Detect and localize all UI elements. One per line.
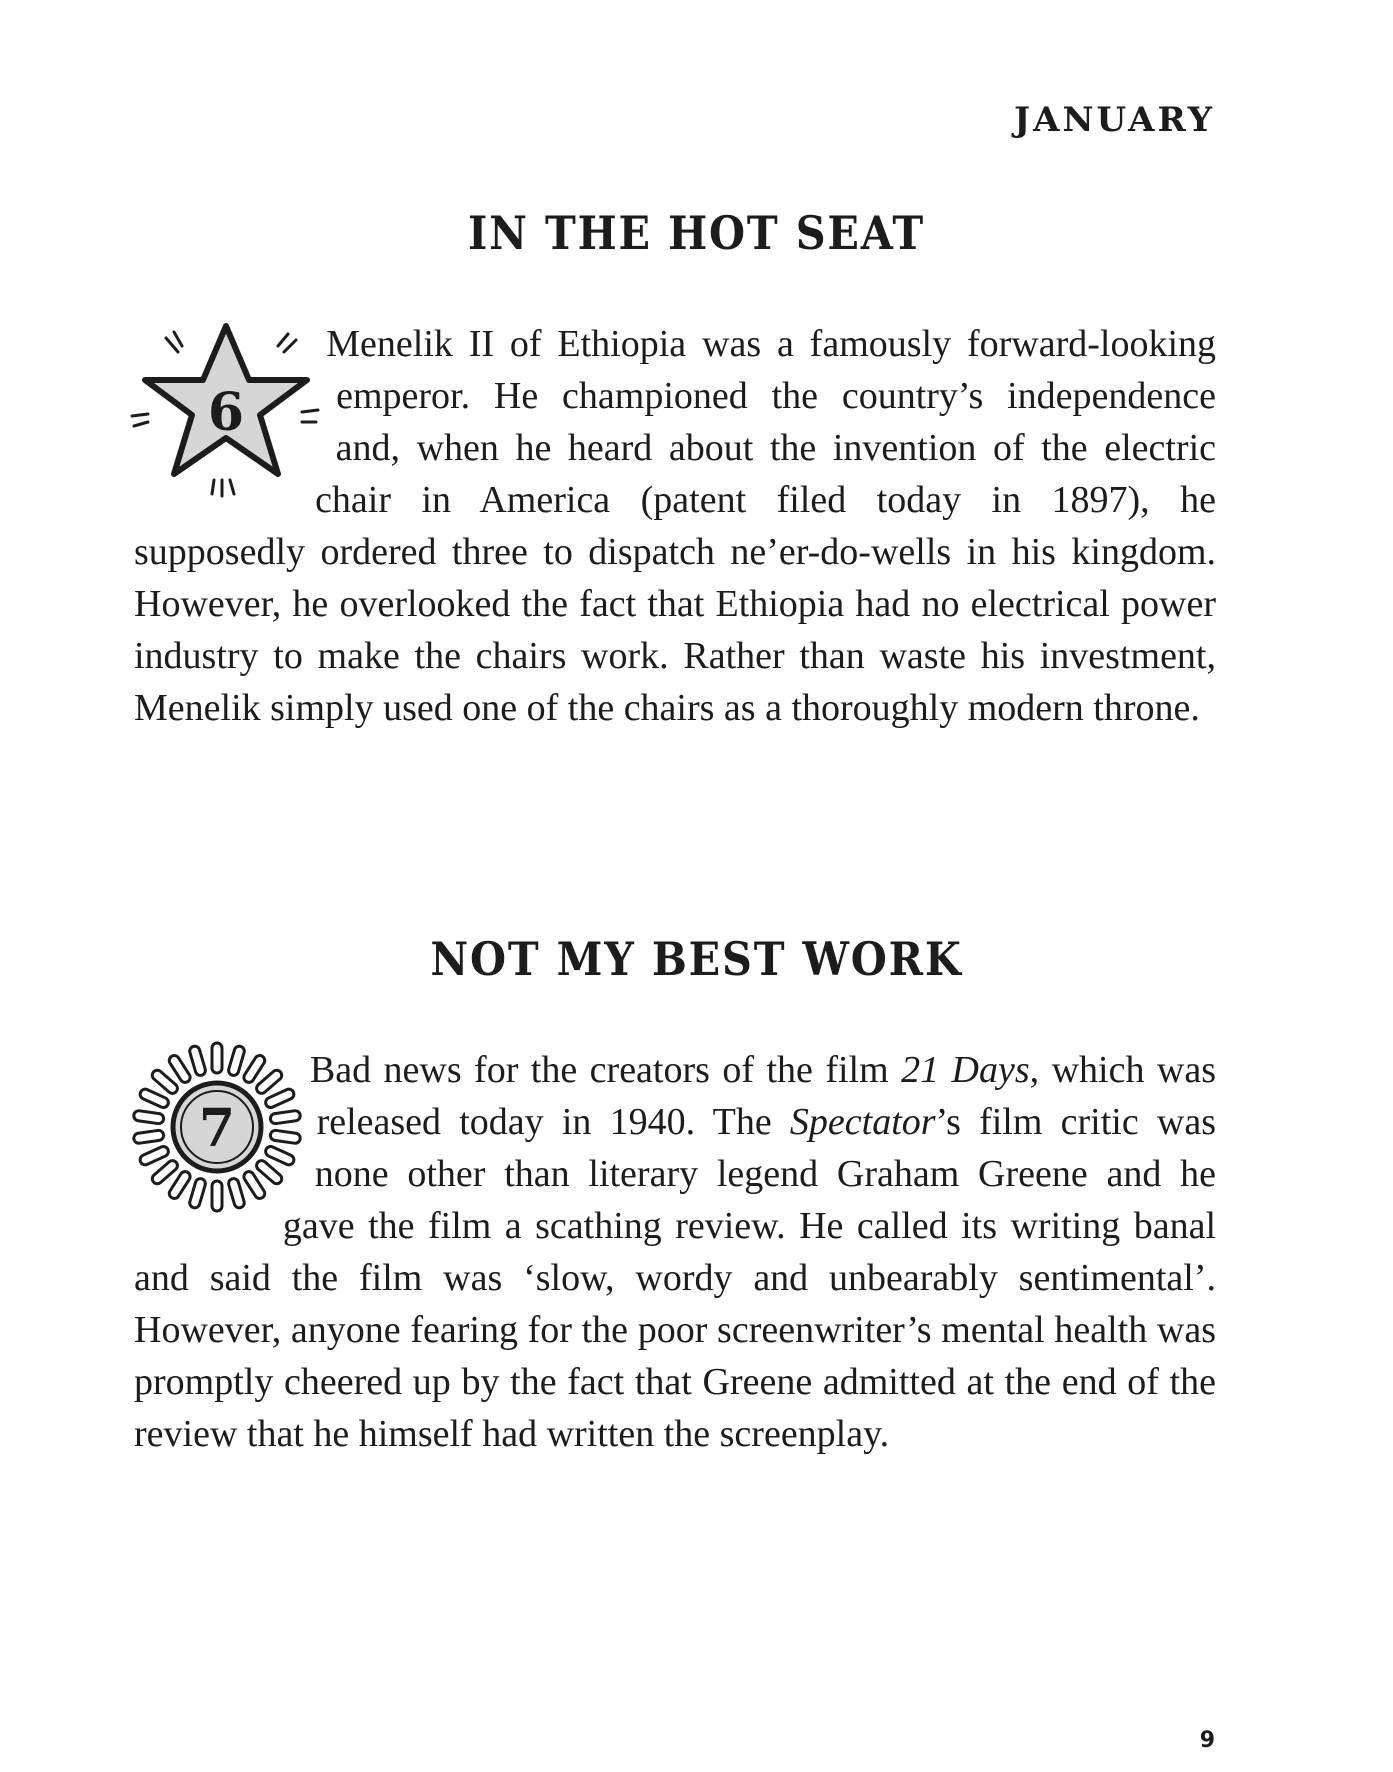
sunburst-ray <box>270 1110 301 1124</box>
sunburst-ray <box>133 1110 164 1124</box>
sunburst-ray <box>139 1088 170 1110</box>
day-number-7: 7 <box>198 1098 236 1159</box>
sunburst-ray <box>189 1045 207 1077</box>
entry-best-work <box>134 1044 1216 1460</box>
sunburst-ray <box>264 1145 295 1167</box>
sunburst-ray <box>227 1177 245 1209</box>
entry-body-best-work-2: , which was released today in 1940. The <box>316 1049 1216 1143</box>
sunburst-ray <box>133 1130 164 1144</box>
star-badge-icon <box>126 308 326 508</box>
entry-title-hot-seat: IN THE HOT SEAT <box>467 206 926 260</box>
film-title: 21 Days <box>901 1049 1030 1091</box>
month-header: JANUARY <box>1013 100 1215 140</box>
sunburst-ray <box>227 1045 245 1077</box>
sunburst-ray <box>212 1043 222 1073</box>
sunburst-ray <box>212 1181 222 1211</box>
entry-body-best-work-3: ’s film critic was none other than literary legend Graham Greene and he gave the film a scathing review. He called its writing banal and said the film was ‘slow, wordy and unbearably sentimental’. However, anyone fearing for the poor screenwriter’s mental health was promptly cheered up by the fact that Greene admitted at the end of the review that he himself had written the screenplay. <box>134 1101 1216 1455</box>
sunburst-ray <box>264 1088 295 1110</box>
entry-body-hot-seat: Menelik II of Ethiopia was a famously forward-looking emperor. He championed the country’s independence and, when he heard about the invention of the electric chair in America (patent filed today in 1897), he supposedly ordered three to dispatch ne’er-do-wells in his kingdom. However, he overlooked the fact that Ethiopia had no electrical power industry to make the chairs work. Rather than waste his investment, Menelik simply used one of the chairs as a thoroughly modern throne. <box>134 323 1216 729</box>
entry-title-best-work: NOT MY BEST WORK <box>430 932 963 986</box>
sunburst-ray <box>189 1177 207 1209</box>
entry-body-best-work-1: Bad news for the creators of the film <box>309 1049 902 1091</box>
sunburst-ray <box>270 1130 301 1144</box>
day-number-6: 6 <box>207 382 245 443</box>
publication-name: Spectator <box>789 1101 936 1143</box>
sunburst-badge-icon <box>128 1038 306 1216</box>
sunburst-ray <box>139 1145 170 1167</box>
page-number: 9 <box>1199 1728 1215 1753</box>
entry-hot-seat <box>134 318 1216 734</box>
